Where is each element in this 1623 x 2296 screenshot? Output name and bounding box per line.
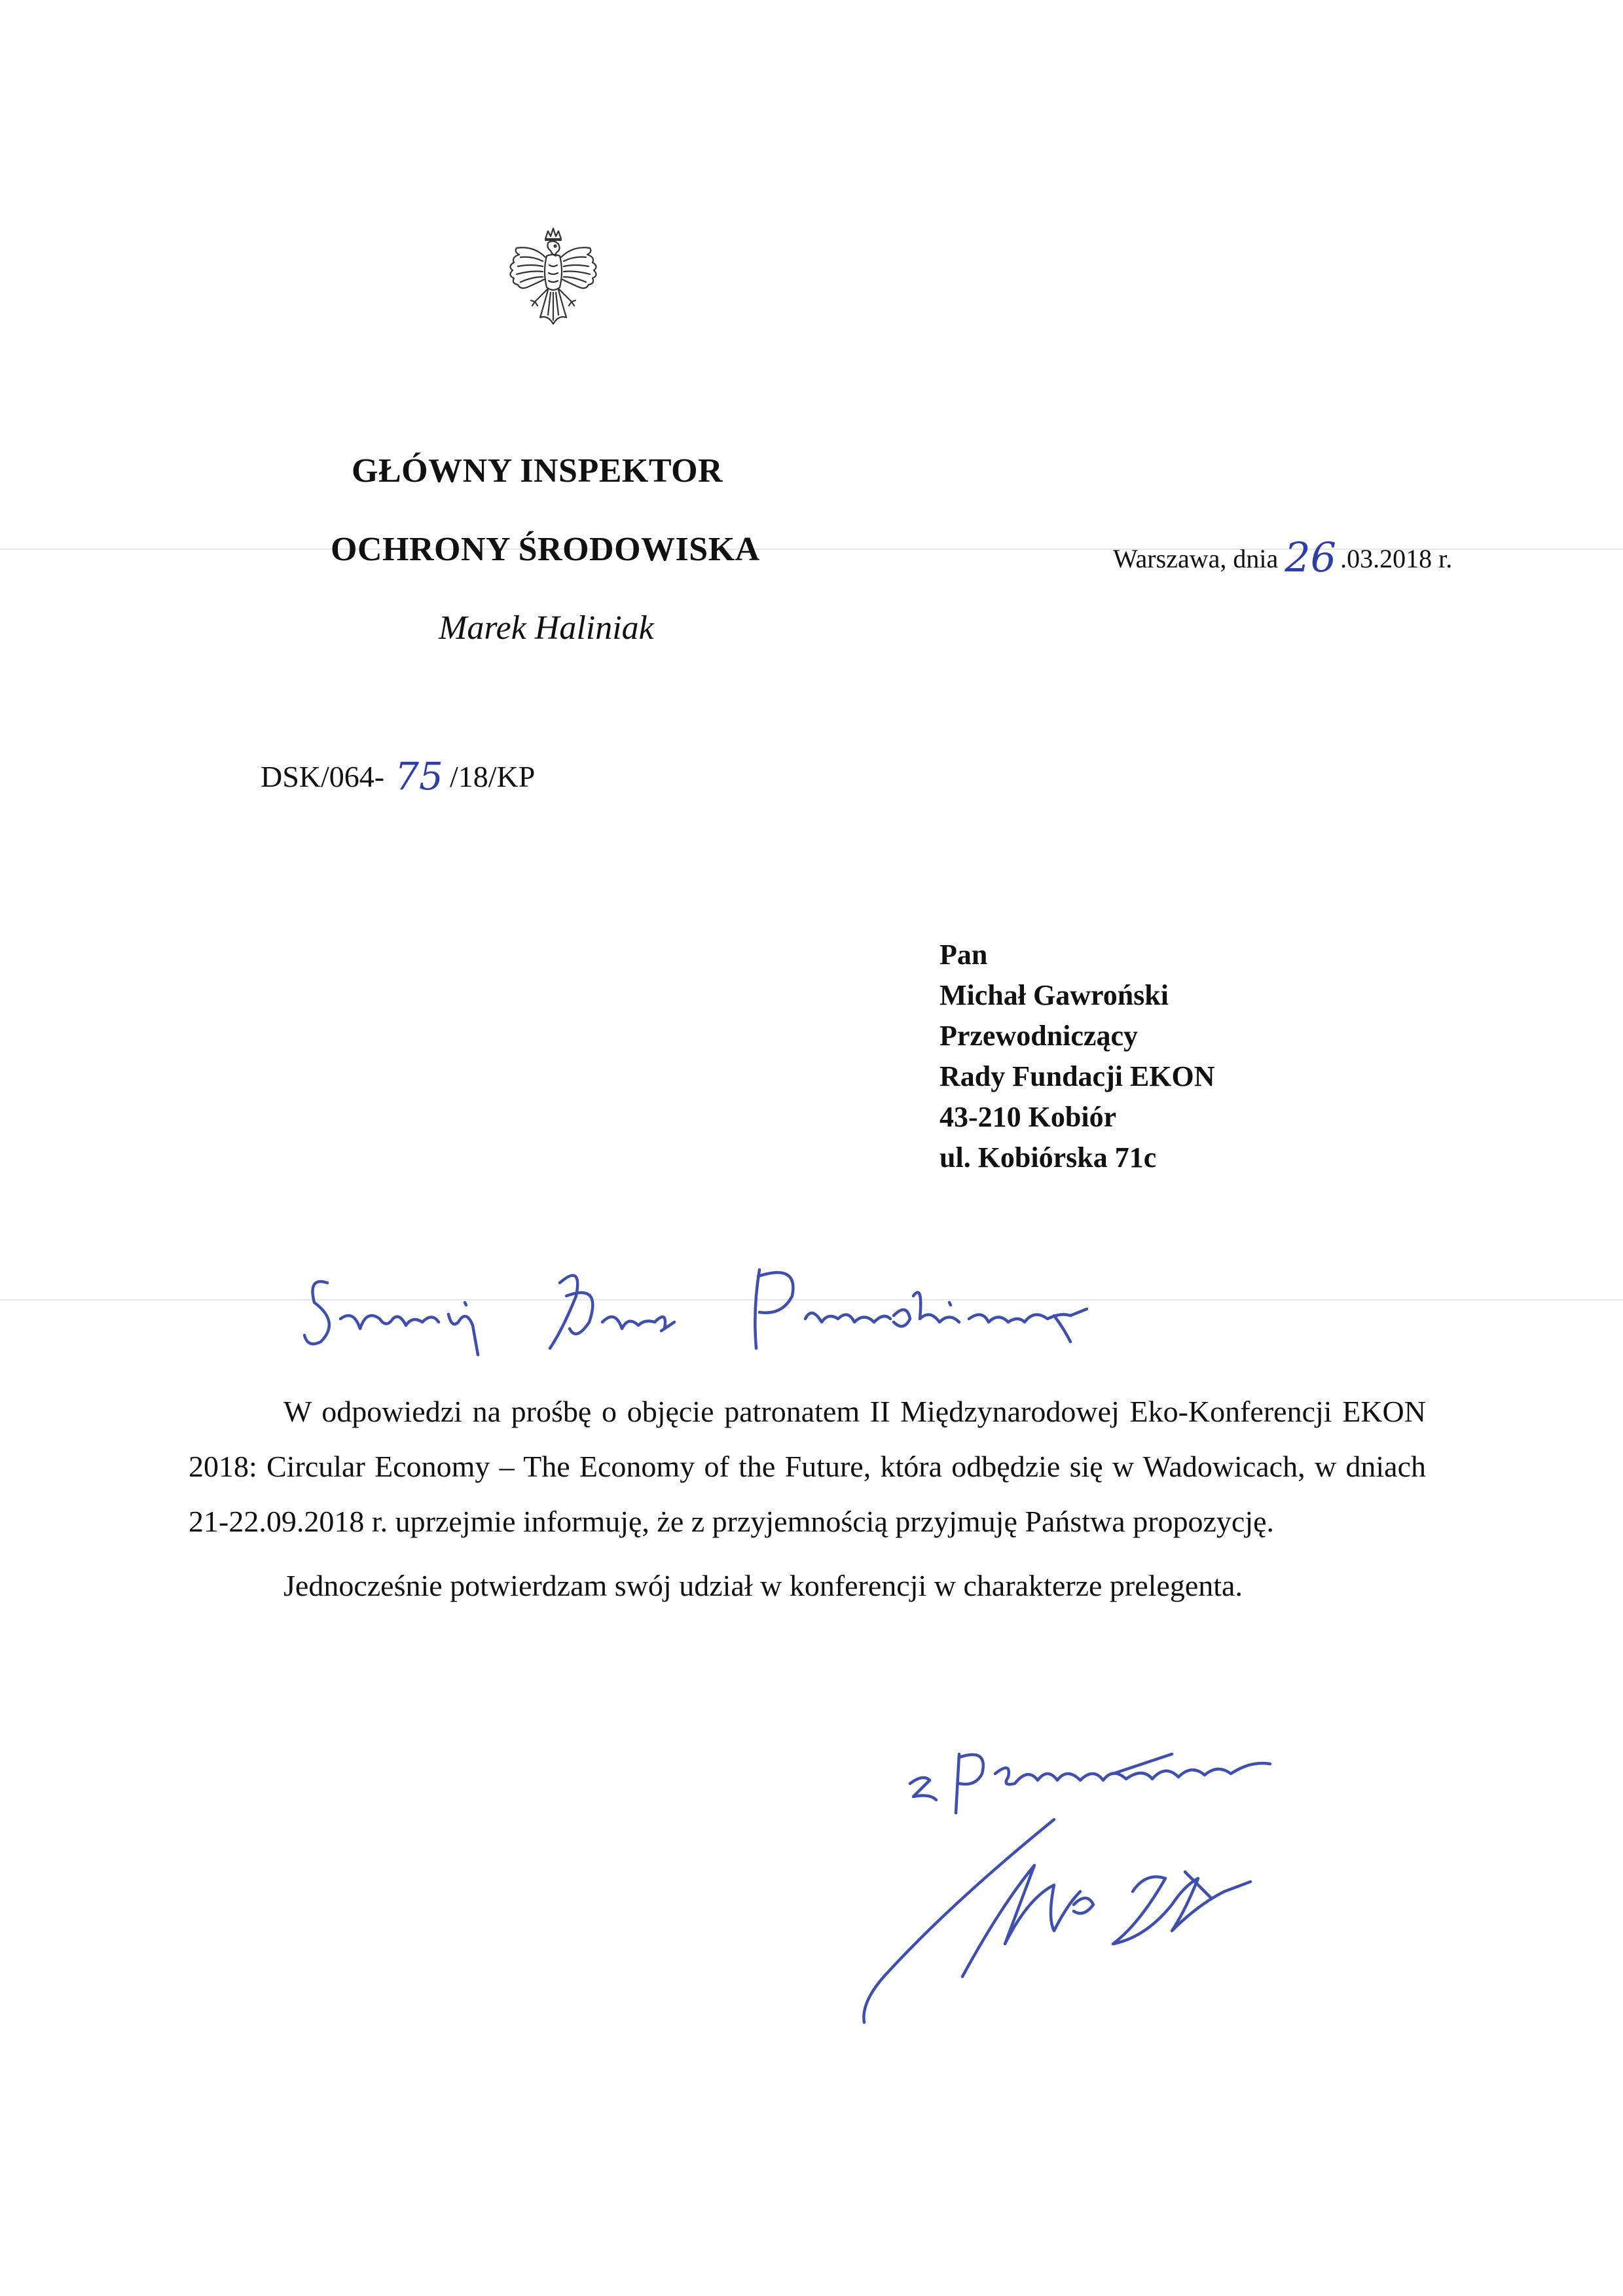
eagle-emblem-icon [488,219,619,350]
reference-prefix: DSK/064- [261,760,385,793]
body-paragraph-2: Jednocześnie potwierdzam swój udział w konferencji w charakterze prelegenta. [283,1569,1243,1602]
place-date [1113,533,1452,581]
issuer-title-line-2: OCHRONY ŚRODOWISKA [331,531,760,568]
recipient-line: Przewodniczący [939,1020,1138,1052]
handwritten-reference-number: 75 [395,754,443,798]
handwritten-day: 26 [1285,533,1337,581]
recipient-line: 43-210 Kobiór [939,1101,1117,1133]
recipient-line: Rady Fundacji EKON [939,1060,1215,1092]
recipient-address [939,935,1215,1178]
place-date-prefix: Warszawa, dnia [1113,544,1279,573]
body-paragraph-1: W odpowiedzi na prośbę o objęcie patronatem II Międzynarodowej Eko-Konferencji EKON 2018: Circular Economy – The Economy of the Future, która odbędzie się w Wadowicach, w dniach 21-22.09.2018 r. uprzejmie informuję, że z przyjemnością przyjmuję Państwa propozycję. [189,1395,1426,1538]
handwritten-signature [858,1806,1355,2036]
place-date-suffix: .03.2018 r. [1340,544,1453,573]
letter-body [189,1384,1426,1613]
issuer-official-name: Marek Haliniak [439,609,654,647]
reference-suffix: /18/KP [449,760,536,793]
recipient-line: Pan [939,939,988,971]
issuer-title-line-1: GŁÓWNY INSPEKTOR [352,452,723,490]
handwritten-closing [897,1728,1296,1816]
recipient-line: Michał Gawroński [939,979,1169,1011]
recipient-line: ul. Kobiórska 71c [939,1141,1157,1174]
handwritten-salutation [301,1257,1120,1368]
reference-number [261,754,535,798]
